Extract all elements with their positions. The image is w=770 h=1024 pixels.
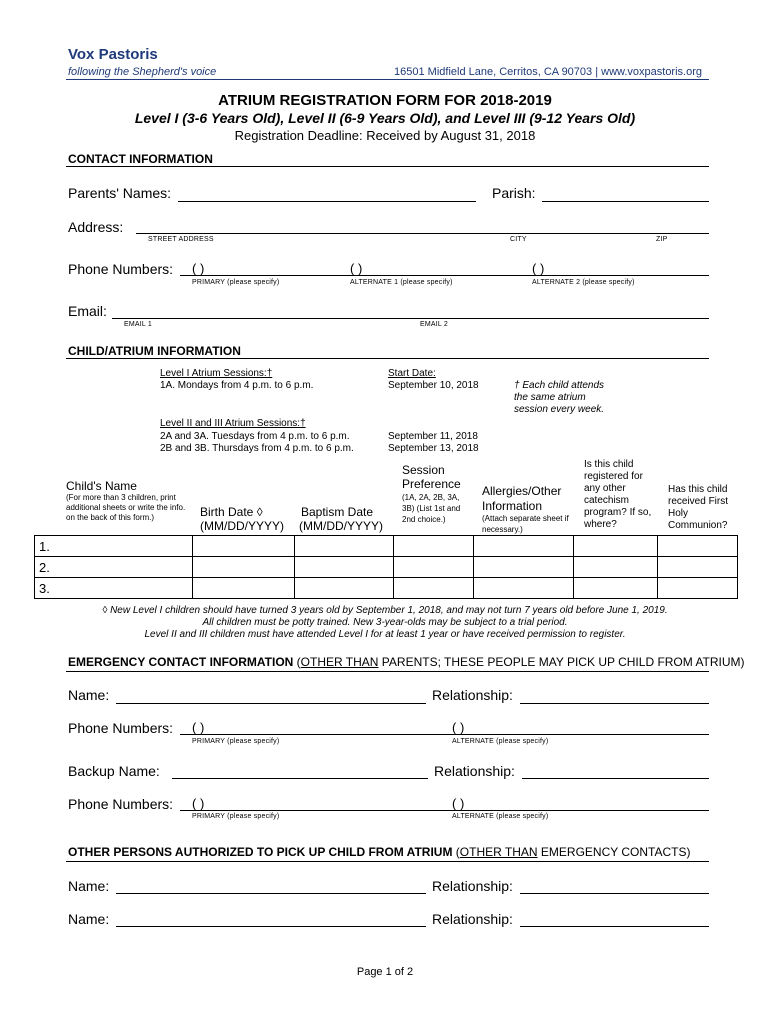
start-date-2b: September 13, 2018	[388, 443, 479, 454]
backup-phone-label: Phone Numbers:	[68, 796, 174, 812]
others-other-than: OTHER THAN	[459, 845, 538, 859]
allergies-cell[interactable]	[474, 557, 574, 578]
phone-field[interactable]	[180, 275, 709, 276]
backup-relationship-field[interactable]	[522, 778, 709, 779]
level23-session-b: 2B and 3B. Thursdays from 4 p.m. to 6 p.m.	[160, 443, 354, 454]
col-allergies-note: (Attach separate sheet if necessary.)	[482, 514, 569, 534]
alt2-caption: ALTERNATE 2 (please specify)	[532, 279, 635, 286]
others-heading: OTHER PERSONS AUTHORIZED TO PICK UP CHILD FROM ATRIUM	[68, 845, 453, 859]
parents-label: Parents' Names:	[68, 185, 172, 201]
emergency-phone-label: Phone Numbers:	[68, 720, 174, 736]
backup-name-label: Backup Name:	[68, 763, 160, 779]
emergency-open-paren: (	[293, 655, 301, 669]
form-subtitle: Level I (3-6 Years Old), Level II (6-9 Years Old), and Level III (9-12 Years Old)	[134, 110, 636, 126]
col-child-name: Child's Name	[66, 479, 137, 493]
col-session-note: (1A, 2A, 2B, 3A, 3B) (List 1st and 2nd choice.)	[402, 493, 461, 524]
backup-primary-caption: PRIMARY (please specify)	[192, 813, 280, 820]
allergies-cell[interactable]	[474, 578, 574, 599]
org-address: 16501 Midfield Lane, Cerritos, CA 90703 | www.voxpastoris.org	[394, 66, 702, 78]
other-name-field-1[interactable]	[116, 893, 426, 894]
emergency-other-than: OTHER THAN	[300, 655, 379, 669]
start-date-2a: September 11, 2018	[388, 431, 478, 442]
emergency-phone-field[interactable]	[180, 734, 709, 735]
address-label: Address:	[68, 219, 124, 235]
note-potty: All children must be potty trained. New 3-year-olds may be subject to a trial period.	[202, 617, 568, 628]
start-date-level1: September 10, 2018	[388, 380, 479, 391]
phone-alt1-areacode: ( )	[350, 261, 363, 276]
other-name-label-2: Name:	[68, 911, 110, 927]
city-caption: CITY	[510, 236, 527, 243]
birth-date-cell[interactable]	[192, 557, 294, 578]
col-baptism-date: Baptism Date	[301, 505, 374, 519]
backup-alt-caption: ALTERNATE (please specify)	[452, 813, 549, 820]
birth-date-cell[interactable]	[192, 578, 294, 599]
backup-phone-alt-areacode: ( )	[452, 796, 465, 811]
phone-primary-areacode: ( )	[192, 261, 205, 276]
table-row	[35, 536, 738, 557]
parents-field[interactable]	[178, 201, 476, 202]
catechism-cell[interactable]	[574, 578, 658, 599]
session-cell[interactable]	[394, 578, 474, 599]
page-number: Page 1 of 2	[356, 966, 414, 978]
other-relationship-label-2: Relationship:	[432, 911, 513, 927]
zip-caption: ZIP	[656, 236, 668, 243]
others-rule	[66, 861, 709, 862]
level23-session-a: 2A and 3A. Tuesdays from 4 p.m. to 6 p.m.	[160, 431, 350, 442]
session-note: † Each child attends the same atrium session every week.	[514, 380, 605, 415]
other-relationship-field-1[interactable]	[520, 893, 709, 894]
communion-cell[interactable]	[658, 536, 738, 557]
table-row	[35, 578, 738, 599]
row-number: 1.	[35, 536, 193, 557]
form-title: ATRIUM REGISTRATION FORM FOR 2018-2019	[218, 92, 552, 109]
address-field[interactable]	[136, 233, 709, 234]
parish-label: Parish:	[492, 185, 536, 201]
email2-caption: EMAIL 2	[420, 321, 448, 328]
communion-cell[interactable]	[658, 557, 738, 578]
level1-session: 1A. Mondays from 4 p.m. to 6 p.m.	[160, 380, 314, 391]
communion-cell[interactable]	[658, 578, 738, 599]
col-session: Session Preference	[402, 463, 461, 491]
emergency-rule	[66, 671, 709, 672]
emergency-relationship-label: Relationship:	[432, 687, 513, 703]
other-relationship-label-1: Relationship:	[432, 878, 513, 894]
child-rule	[66, 358, 709, 359]
other-name-field-2[interactable]	[116, 926, 426, 927]
note-level: Level II and III children must have attended Level I for at least 1 year or have received permission to register.	[144, 629, 626, 640]
start-date-title: Start Date:	[388, 368, 436, 379]
baptism-date-cell[interactable]	[294, 536, 394, 557]
catechism-cell[interactable]	[574, 536, 658, 557]
phone-label: Phone Numbers:	[68, 261, 174, 277]
emergency-heading-line	[68, 655, 745, 669]
email1-caption: EMAIL 1	[124, 321, 152, 328]
parish-field[interactable]	[542, 201, 709, 202]
birth-date-cell[interactable]	[192, 536, 294, 557]
emergency-primary-caption: PRIMARY (please specify)	[192, 738, 280, 745]
emergency-name-label: Name:	[68, 687, 110, 703]
form-deadline: Registration Deadline: Received by August 31, 2018	[234, 128, 536, 143]
col-birth-format: (MM/DD/YYYY)	[200, 519, 284, 533]
col-birth-date: Birth Date ◊	[200, 505, 263, 519]
session-cell[interactable]	[394, 536, 474, 557]
table-row	[35, 557, 738, 578]
level1-title: Level I Atrium Sessions:†	[160, 368, 273, 379]
emergency-phone-primary-areacode: ( )	[192, 720, 205, 735]
child-heading: CHILD/ATRIUM INFORMATION	[68, 344, 241, 358]
others-heading-suffix: EMERGENCY CONTACTS)	[537, 845, 691, 859]
col-child-name-note: (For more than 3 children, print additional sheets or write the info. on the back of this form.)	[66, 493, 186, 522]
backup-name-field[interactable]	[172, 778, 428, 779]
backup-phone-field[interactable]	[180, 810, 709, 811]
org-name: Vox Pastoris	[68, 46, 158, 63]
level23-title: Level II and III Atrium Sessions:†	[160, 418, 306, 429]
other-relationship-field-2[interactable]	[520, 926, 709, 927]
emergency-name-field[interactable]	[116, 703, 426, 704]
backup-relationship-label: Relationship:	[434, 763, 515, 779]
emergency-heading: EMERGENCY CONTACT INFORMATION	[68, 655, 294, 669]
children-table	[34, 535, 738, 599]
other-name-label-1: Name:	[68, 878, 110, 894]
col-allergies: Allergies/Other Information	[482, 484, 562, 513]
row-number: 2.	[35, 557, 193, 578]
col-catechism: Is this child registered for any other catechism program? If so, where?	[584, 459, 652, 530]
row-number: 3.	[35, 578, 193, 599]
primary-caption: PRIMARY (please specify)	[192, 279, 280, 286]
emergency-relationship-field[interactable]	[520, 703, 709, 704]
emergency-heading-suffix: PARENTS; THESE PEOPLE MAY PICK UP CHILD FROM ATRIUM)	[378, 655, 745, 669]
contact-rule	[66, 166, 709, 167]
baptism-date-cell[interactable]	[294, 578, 394, 599]
alt1-caption: ALTERNATE 1 (please specify)	[350, 279, 453, 286]
others-heading-line	[68, 845, 691, 859]
email-label: Email:	[68, 303, 107, 319]
email-field[interactable]	[112, 318, 709, 319]
emergency-phone-alt-areacode: ( )	[452, 720, 465, 735]
baptism-date-cell[interactable]	[294, 557, 394, 578]
col-baptism-format: (MM/DD/YYYY)	[299, 519, 383, 533]
note-age: ◊ New Level I children should have turned 3 years old by September 1, 2018, and may not turn 7 years old before June 1, 2019.	[102, 605, 668, 616]
backup-phone-primary-areacode: ( )	[192, 796, 205, 811]
col-communion: Has this child received First Holy Communion?	[668, 484, 729, 531]
street-caption: STREET ADDRESS	[148, 236, 214, 243]
emergency-alt-caption: ALTERNATE (please specify)	[452, 738, 549, 745]
session-cell[interactable]	[394, 557, 474, 578]
allergies-cell[interactable]	[474, 536, 574, 557]
org-tagline: following the Shepherd's voice	[68, 66, 217, 78]
catechism-cell[interactable]	[574, 557, 658, 578]
header-rule	[66, 79, 709, 80]
others-open-paren: (	[452, 845, 460, 859]
contact-heading: CONTACT INFORMATION	[68, 152, 213, 166]
phone-alt2-areacode: ( )	[532, 261, 545, 276]
